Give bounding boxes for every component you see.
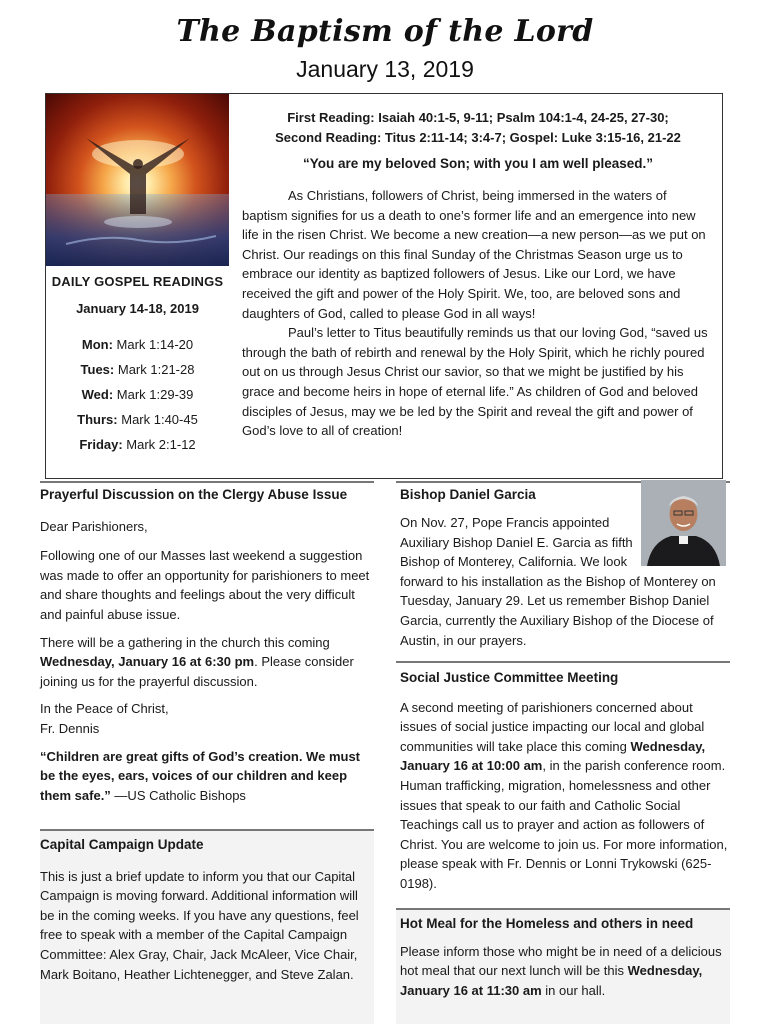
clergy-section bbox=[40, 485, 374, 805]
featured-box bbox=[45, 93, 723, 479]
day-label: Friday: bbox=[79, 437, 123, 452]
text: . Please consider joining us for the prayerful discussion. bbox=[40, 654, 354, 689]
reflection-paragraph-2: Paul’s letter to Titus beautifully reminds us that our loving God, “saved us through the bath of rebirth and renewal by the Holy Spirit, which he richly poured out on us through Jesus Christ our savior, so that we might be justified by his grace and become heirs in hope of eternal life.” As children of God and beloved disciples of Jesus, may we be led by the Spirit and reveal the gift and power of God’s love to all of creation! bbox=[242, 325, 708, 439]
reflection-paragraph-1: As Christians, followers of Christ, being immersed in the waters of baptism signifies for us a death to one’s former life and an emergence into new life in the risen Christ. We become a new creation—a new person—as we put on Christ. Our readings on this final Sunday of the Christmas Season urge us to embrace our identity as baptized followers of Jesus. Like our Lord, we have received the gift and power of the Holy Spirit. We, too, are beloved sons and daughters of God, called to please God in all ways! bbox=[242, 188, 706, 321]
capital-heading: Capital Campaign Update bbox=[40, 837, 204, 852]
divider bbox=[40, 481, 374, 483]
clergy-paragraph-1: Following one of our Masses last weekend a suggestion was made to offer an opportunity for parishioners to meet and share thoughts and feelings about the very difficult and painful abuse issue. bbox=[40, 548, 370, 622]
daily-reading-thurs bbox=[46, 407, 229, 432]
daily-reading-mon bbox=[46, 332, 229, 357]
social-body bbox=[400, 698, 728, 894]
daily-gospel-title: DAILY GOSPEL READINGS bbox=[51, 274, 224, 289]
daily-reading-wed bbox=[46, 382, 229, 407]
reading-ref: Mark 1:40-45 bbox=[121, 412, 198, 427]
sunday-readings bbox=[243, 108, 713, 148]
quote-attribution: —US Catholic Bishops bbox=[110, 787, 246, 803]
reading-ref: Mark 1:21-28 bbox=[117, 362, 195, 377]
capital-body: This is just a brief update to inform you that our Capital Campaign is moving forward. Additional information will be in the coming weeks. If you have any questions, feel free to speak with a member of the Capital Campaign Committee: Alex Gray, Chair, Jack McAleer, Vice Chair, Mark Boitano, Heather Lichtenegger, and Steve Zalan. bbox=[40, 868, 359, 982]
daily-gospel-panel bbox=[46, 266, 229, 478]
baptism-image bbox=[46, 94, 229, 266]
readings-line-1: First Reading: Isaiah 40:1-5, 9-11; Psalm 104:1-4, 24-25, 27-30; bbox=[287, 110, 669, 125]
capital-section bbox=[40, 835, 374, 984]
photo-float bbox=[638, 513, 730, 569]
bulletin-title: The Baptism of the Lord bbox=[176, 14, 594, 49]
bishop-heading: Bishop Daniel Garcia bbox=[400, 487, 536, 502]
clergy-heading: Prayerful Discussion on the Clergy Abuse Issue bbox=[40, 487, 348, 502]
text: There will be a gathering in the church this coming bbox=[40, 634, 330, 650]
social-heading: Social Justice Committee Meeting bbox=[400, 670, 619, 685]
text: Please inform those who might be in need of a delicious hot meal that our next lunch will be this bbox=[400, 943, 722, 979]
reading-ref: Mark 2:1-12 bbox=[126, 437, 196, 452]
day-label: Wed: bbox=[81, 387, 114, 402]
text: A second meeting of parishioners concerned about issues of social justice impacting our local and global communities will take place this coming bbox=[400, 699, 705, 754]
text: , in the parish conference room. Human trafficking, migration, homelessness and other issues that speak to our faith and Catholic Social Teachings call us to prayer and action as followers of Christ. You are welcome to join us. For more information, please speak with Fr. Dennis or Lonni Trykowski (625-0198). bbox=[400, 758, 728, 891]
clergy-closing-1: In the Peace of Christ, bbox=[40, 701, 169, 717]
hotmeal-heading: Hot Meal for the Homeless and others in need bbox=[400, 916, 694, 931]
daily-reading-friday bbox=[46, 432, 229, 457]
day-label: Thurs: bbox=[77, 412, 118, 427]
clergy-closing-2: Fr. Dennis bbox=[40, 720, 100, 736]
daily-gospel-list bbox=[46, 332, 229, 457]
hotmeal-section bbox=[400, 914, 728, 1000]
divider bbox=[396, 661, 730, 663]
meeting-time: Wednesday, January 16 at 6:30 pm bbox=[40, 654, 255, 670]
figure-silhouette bbox=[46, 94, 229, 266]
text: in our hall. bbox=[541, 982, 606, 998]
readings-line-2: Second Reading: Titus 2:11-14; 3:4-7; Gospel: Luke 3:15-16, 21-22 bbox=[275, 130, 681, 145]
bulletin-date: January 13, 2019 bbox=[296, 56, 474, 82]
meeting-time: Wednesday, January 16 at 10:00 am bbox=[400, 738, 706, 774]
reading-ref: Mark 1:14-20 bbox=[116, 337, 194, 352]
day-label: Tues: bbox=[80, 362, 115, 377]
bishops-quote bbox=[40, 747, 374, 806]
reading-ref: Mark 1:29-39 bbox=[116, 387, 194, 402]
meal-time: Wednesday, January 16 at 11:30 am bbox=[400, 963, 703, 998]
reflection-text bbox=[242, 186, 714, 441]
daily-gospel-dates: January 14-18, 2019 bbox=[76, 301, 199, 316]
clergy-greeting: Dear Parishioners, bbox=[40, 518, 148, 534]
bishop-section bbox=[400, 485, 636, 505]
quote-text: “Children are great gifts of God’s creation. We must be the eyes, ears, voices of our children and keep them safe.” bbox=[40, 748, 360, 803]
hotmeal-body bbox=[400, 942, 728, 1001]
bishop-text bbox=[400, 513, 730, 650]
day-label: Mon: bbox=[81, 337, 113, 352]
bishop-body-text: On Nov. 27, Pope Francis appointed Auxiliary Bishop Daniel E. Garcia as fifth Bishop of Monterey, California. We look forward to his installation as the Bishop of Monterey on Tuesday, January 29. Let us remember Bishop Daniel Garcia, currently the Auxiliary Bishop of the Diocese of Austin, in our prayers. bbox=[400, 515, 716, 648]
social-section bbox=[400, 668, 728, 894]
daily-reading-tues bbox=[46, 357, 229, 382]
gospel-quote: “You are my beloved Son; with you I am well pleased.” bbox=[302, 156, 654, 171]
clergy-paragraph-2 bbox=[40, 633, 374, 692]
